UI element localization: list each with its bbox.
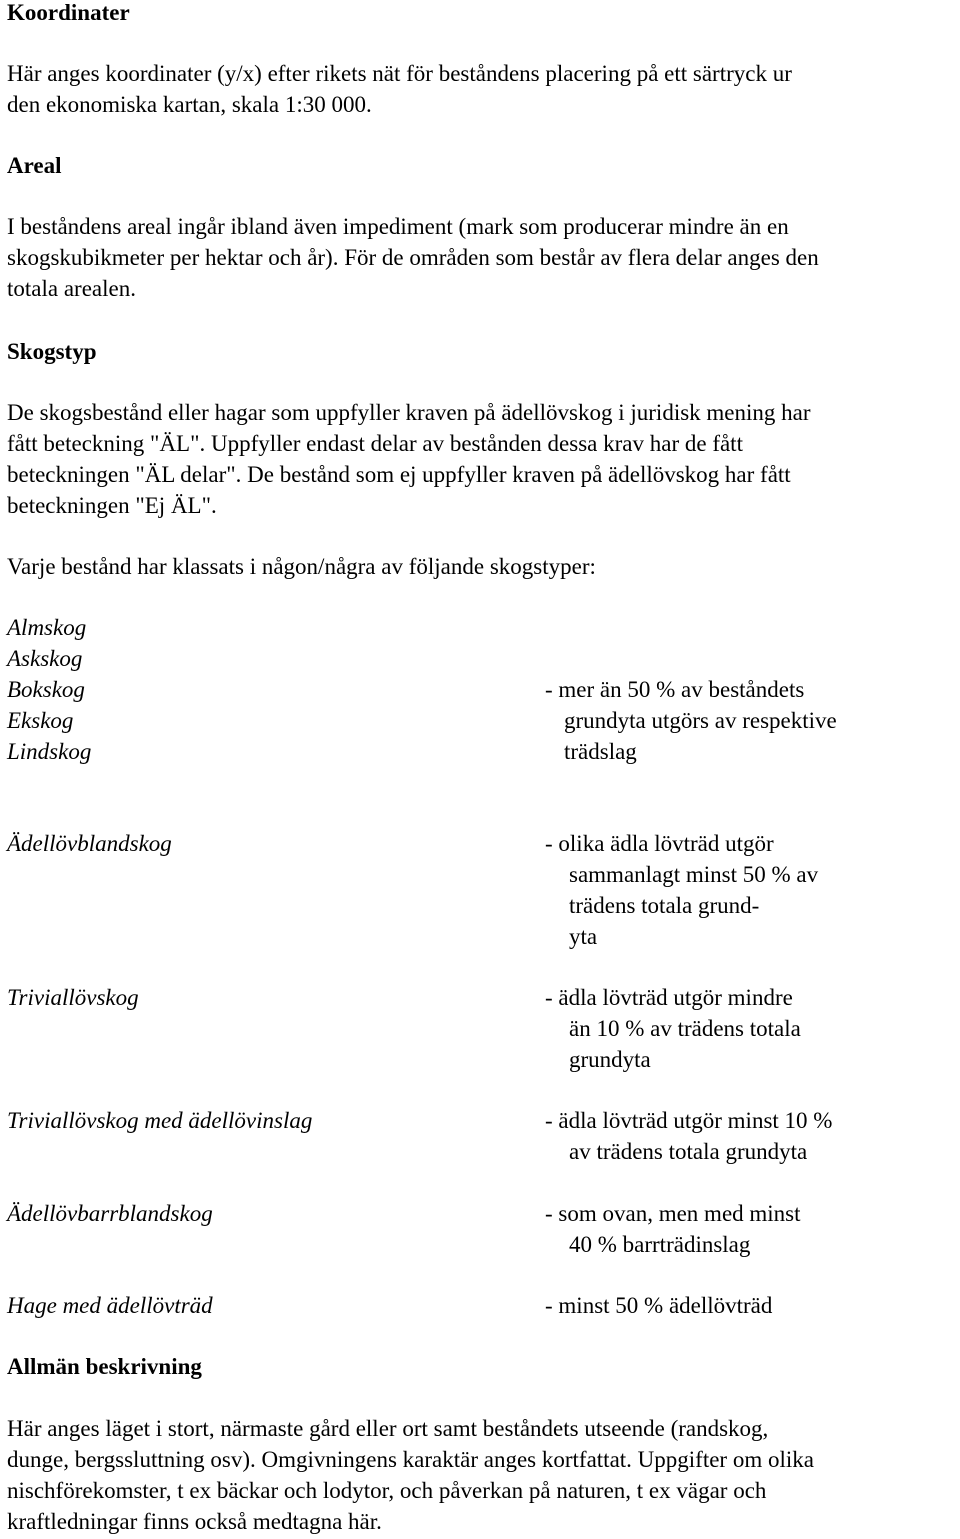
forest-type-desc: yta bbox=[569, 924, 598, 949]
forest-type-desc: - mer än 50 % av beståndets bbox=[545, 677, 805, 702]
forest-type-name: Ädellövblandskog bbox=[7, 831, 172, 856]
skogstyp-intro: Varje bestånd har klassats i någon/några av följande skogstyper: bbox=[7, 554, 596, 579]
forest-type-desc: - ädla lövträd utgör minst 10 % bbox=[545, 1108, 833, 1133]
areal-text-line: totala arealen. bbox=[7, 276, 136, 301]
skogstyp-text-line: beteckningen "ÄL delar". De bestånd som ej uppfyller kraven på ädellövskog har fått bbox=[7, 462, 791, 487]
forest-type-name: Hage med ädellövträd bbox=[7, 1293, 213, 1318]
forest-type-desc: - som ovan, men med minst bbox=[545, 1201, 801, 1226]
skogstyp-text-line: De skogsbestånd eller hagar som uppfyller kraven på ädellövskog i juridisk mening har bbox=[7, 400, 811, 425]
areal-text-line: I beståndens areal ingår ibland även impediment (mark som producerar mindre än en bbox=[7, 214, 789, 239]
forest-type-desc: grundyta bbox=[569, 1047, 651, 1072]
forest-type-name: Triviallövskog med ädellövinslag bbox=[7, 1108, 313, 1133]
heading-koordinater: Koordinater bbox=[7, 0, 130, 25]
forest-type-desc: - olika ädla lövträd utgör bbox=[545, 831, 774, 856]
forest-type-desc: 40 % barrträdinslag bbox=[569, 1232, 751, 1257]
skogstyp-text-line: beteckningen "Ej ÄL". bbox=[7, 493, 217, 518]
areal-text-line: skogskubikmeter per hektar och år). För de områden som består av flera delar anges den bbox=[7, 245, 819, 270]
forest-type-name: Askskog bbox=[7, 646, 83, 671]
allman-text-line: dunge, bergssluttning osv). Omgivningens karaktär anges kortfattat. Uppgifter om olika bbox=[7, 1447, 814, 1472]
allman-text-line: kraftledningar finns också medtagna här. bbox=[7, 1509, 382, 1534]
allman-text-line: Här anges läget i stort, närmaste gård eller ort samt beståndets utseende (randskog, bbox=[7, 1416, 769, 1441]
forest-type-name: Triviallövskog bbox=[7, 985, 139, 1010]
forest-type-desc: grundyta utgörs av respektive bbox=[564, 708, 837, 733]
forest-type-desc: av trädens totala grundyta bbox=[569, 1139, 808, 1164]
heading-skogstyp: Skogstyp bbox=[7, 339, 97, 364]
forest-type-desc: - ädla lövträd utgör mindre bbox=[545, 985, 793, 1010]
koordinater-text-line: den ekonomiska kartan, skala 1:30 000. bbox=[7, 92, 372, 117]
allman-text-line: nischförekomster, t ex bäckar och lodytor, och påverkan på naturen, t ex vägar och bbox=[7, 1478, 767, 1503]
koordinater-text-line: Här anges koordinater (y/x) efter rikets nät för beståndens placering på ett särtryck ur bbox=[7, 61, 792, 86]
forest-type-name: Ekskog bbox=[7, 708, 74, 733]
forest-type-name: Lindskog bbox=[7, 739, 92, 764]
forest-type-desc: - minst 50 % ädellövträd bbox=[545, 1293, 773, 1318]
forest-type-name: Ädellövbarrblandskog bbox=[7, 1201, 213, 1226]
forest-type-name: Bokskog bbox=[7, 677, 85, 702]
skogstyp-text-line: fått beteckning "ÄL". Uppfyller endast delar av bestånden dessa krav har de fått bbox=[7, 431, 743, 456]
forest-type-desc: än 10 % av trädens totala bbox=[569, 1016, 801, 1041]
forest-type-name: Almskog bbox=[7, 615, 87, 640]
forest-type-desc: trädens totala grund- bbox=[569, 893, 760, 918]
forest-type-desc: trädslag bbox=[564, 739, 637, 764]
forest-type-desc: sammanlagt minst 50 % av bbox=[569, 862, 819, 887]
heading-areal: Areal bbox=[7, 153, 62, 178]
heading-allman-beskrivning: Allmän beskrivning bbox=[7, 1354, 202, 1379]
